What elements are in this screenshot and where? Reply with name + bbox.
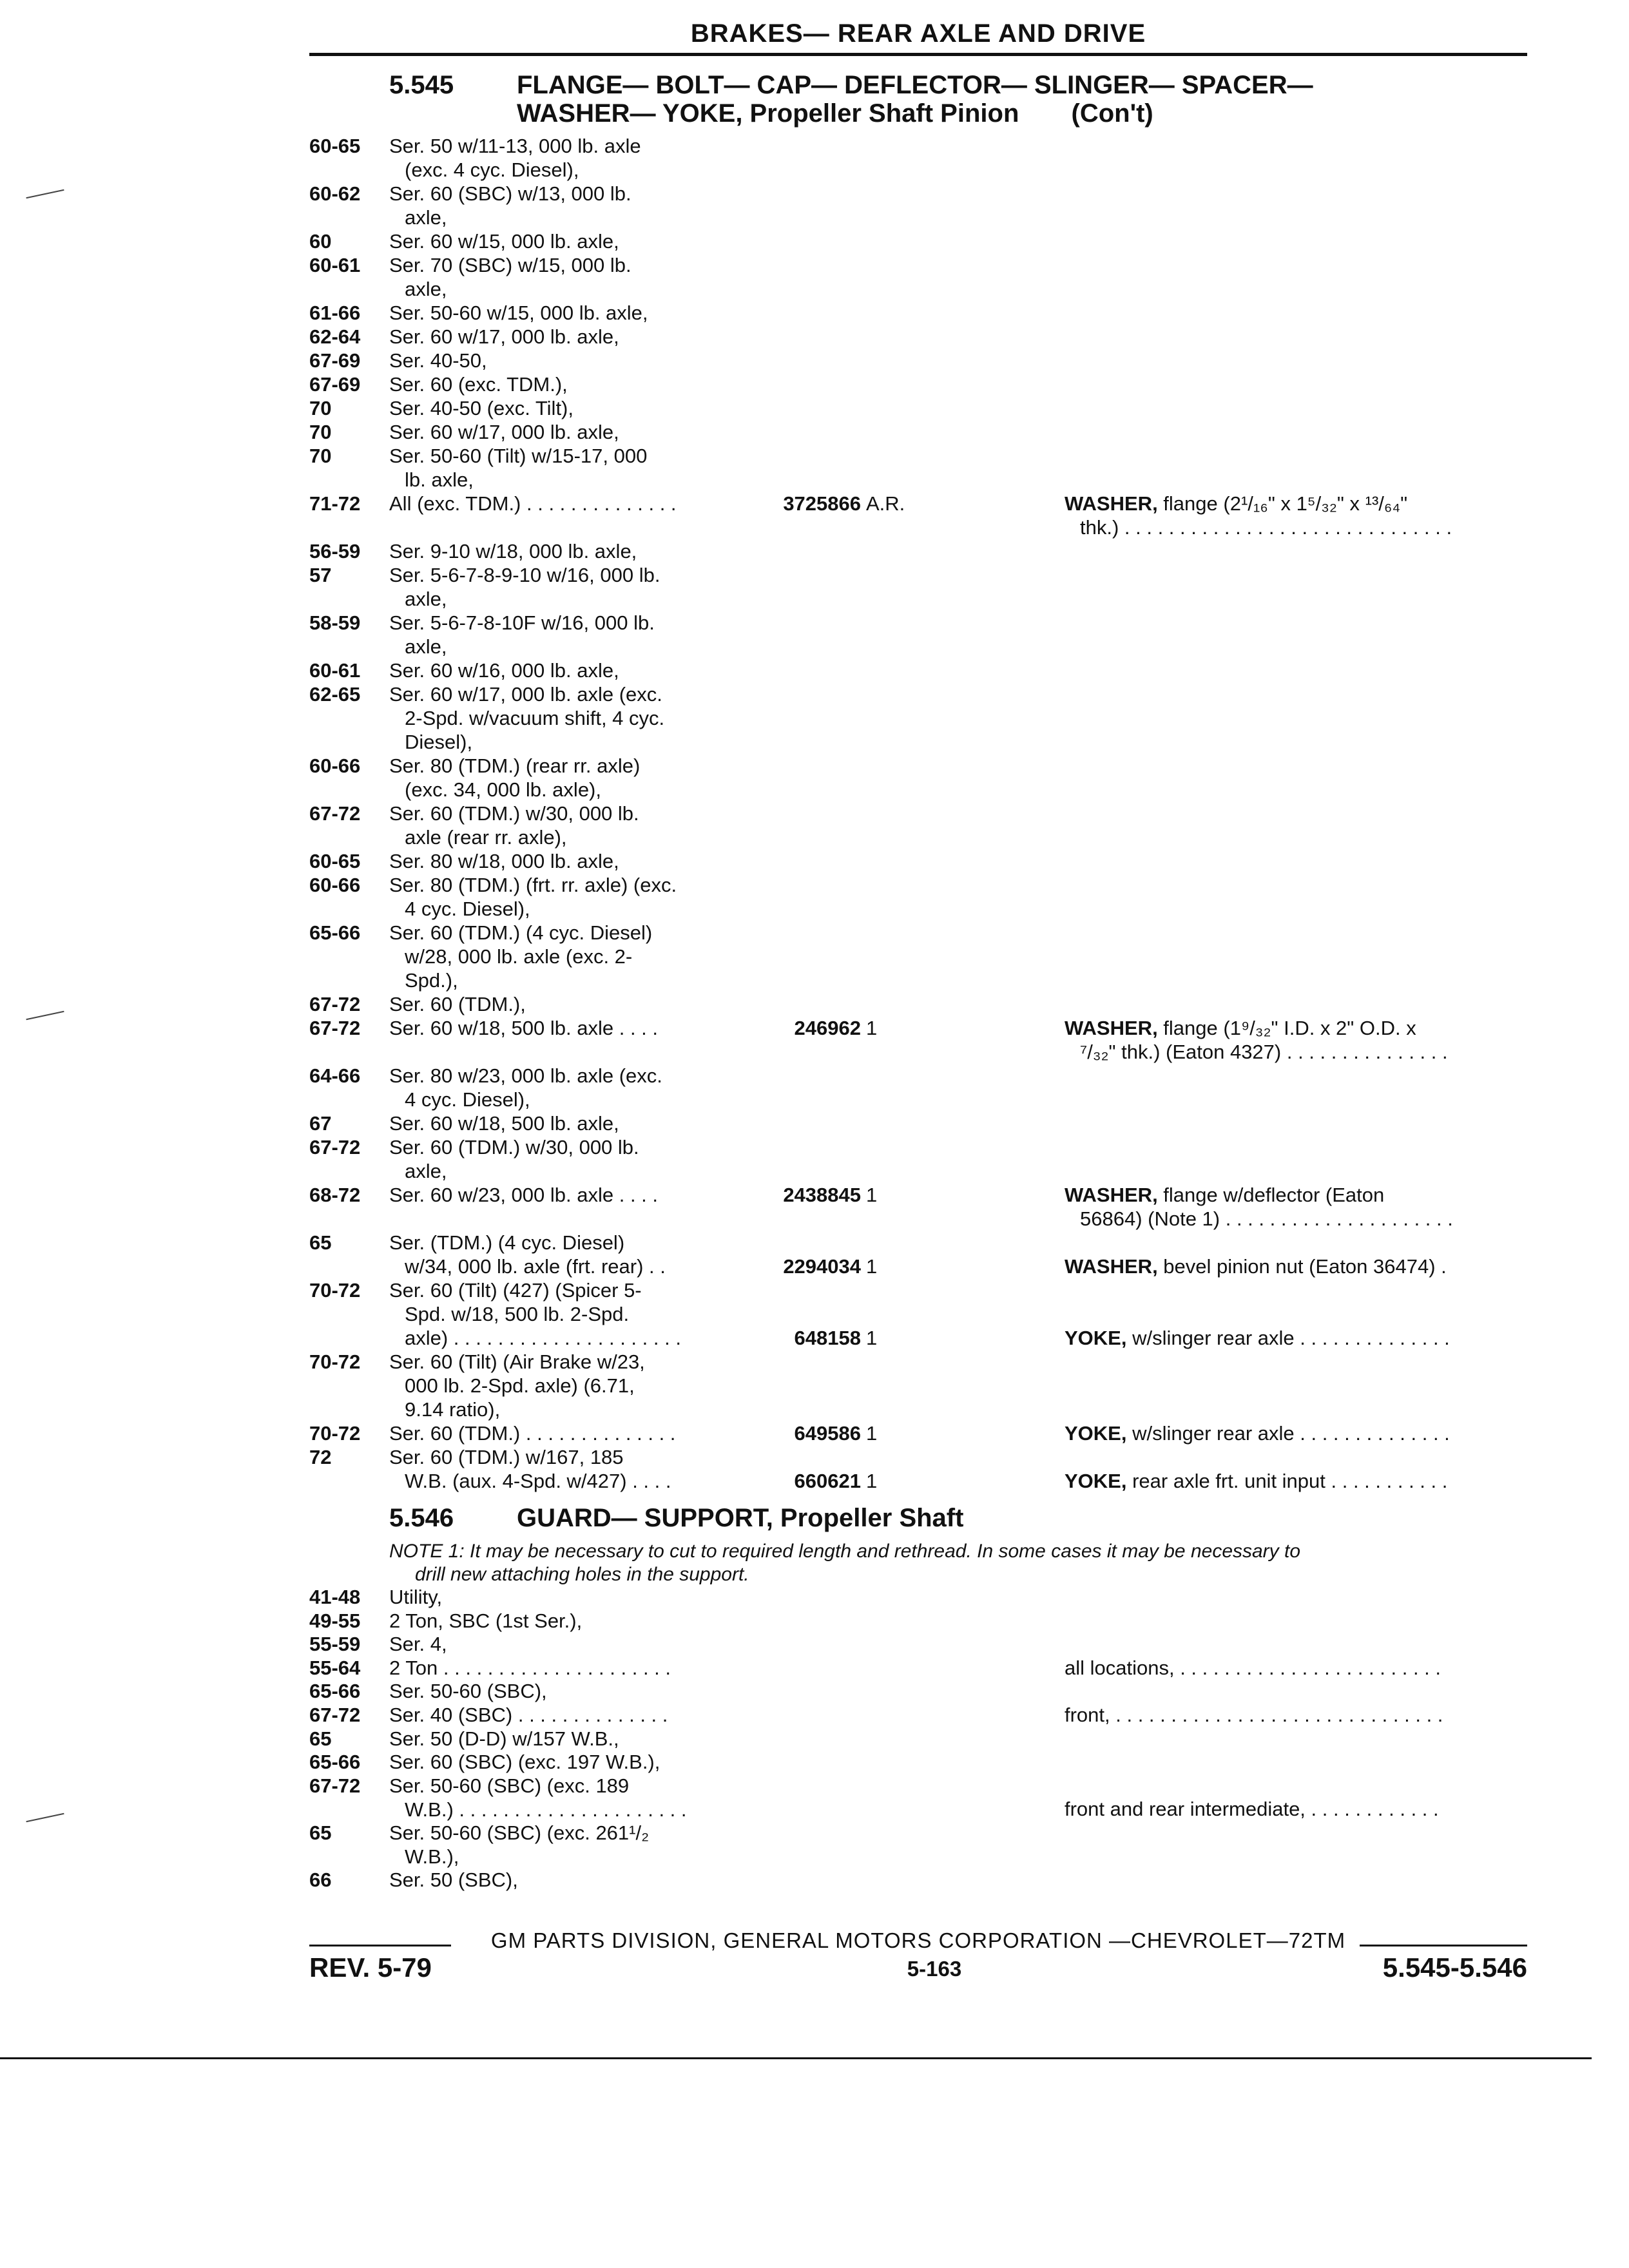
application-description xyxy=(389,1868,737,1892)
application-description xyxy=(389,1585,737,1609)
description-line: Ser. 60 w/17, 000 lb. axle (exc. xyxy=(389,683,662,706)
model-year: 68-72 xyxy=(309,1184,361,1206)
application-description xyxy=(389,1231,737,1278)
application-description xyxy=(389,1183,737,1207)
model-year: 70 xyxy=(309,445,332,467)
item-name: YOKE, xyxy=(1065,1470,1127,1492)
description-line: Ser. 60 w/18, 500 lb. axle, xyxy=(389,1112,619,1135)
section-title-545 xyxy=(517,71,1522,128)
model-year: 65 xyxy=(309,1231,332,1254)
description-line: lb. axle, xyxy=(405,468,474,491)
description-line: Ser. 60 w/15, 000 lb. axle, xyxy=(389,230,619,253)
description-line: Ser. 60 (TDM.) . . . . . . . . . . . . . . xyxy=(389,1422,676,1445)
description-line: (exc. 34, 000 lb. axle), xyxy=(405,778,601,801)
application-description xyxy=(389,849,737,873)
item-detail: flange (2¹/₁₆" x 1⁵/₃₂" x ¹³/₆₄" xyxy=(1157,492,1408,515)
application-description xyxy=(389,420,737,444)
model-year: 72 xyxy=(309,1446,332,1468)
model-year: 70-72 xyxy=(309,1422,361,1445)
application-description xyxy=(389,182,737,229)
description-line: Ser. 60 (SBC) (exc. 197 W.B.), xyxy=(389,1751,660,1774)
application-description xyxy=(389,1135,737,1183)
model-year: 67-72 xyxy=(309,993,361,1015)
application-description xyxy=(389,1064,737,1111)
item-name: WASHER, xyxy=(1065,1255,1158,1278)
description-line: Ser. 50 (D-D) w/157 W.B., xyxy=(389,1727,619,1750)
model-year: 70 xyxy=(309,421,332,443)
application-description xyxy=(389,1821,737,1869)
description-line: Ser. 60 (TDM.) (4 cyc. Diesel) xyxy=(389,921,653,944)
item-detail: front and rear intermediate, . . . . . . . . . . . . xyxy=(1065,1798,1439,1821)
margin-mark xyxy=(26,1813,64,1822)
model-year: 61-66 xyxy=(309,302,361,324)
model-year: 60-62 xyxy=(309,182,361,205)
note-line1: NOTE 1: It may be necessary to cut to required length and rethread. In some cases it may be necessary to xyxy=(389,1541,1301,1562)
description-line: Ser. 60 (TDM.) w/167, 185 xyxy=(389,1446,624,1468)
description-line: 000 lb. 2-Spd. axle) (6.71, xyxy=(405,1374,635,1397)
model-year: 55-59 xyxy=(309,1633,361,1656)
item-name: YOKE, xyxy=(1065,1422,1127,1445)
model-year: 67-72 xyxy=(309,1017,361,1039)
quantity: 1 xyxy=(866,1017,878,1039)
description-line: W.B.) . . . . . . . . . . . . . . . . . . . . . xyxy=(405,1798,687,1821)
application-description xyxy=(389,873,737,921)
description-line: axle, xyxy=(405,278,447,300)
description-line: Ser. 50 (SBC), xyxy=(389,1869,518,1892)
bottom-rule xyxy=(0,2057,1592,2059)
description-line: Ser. 60 (TDM.) w/30, 000 lb. xyxy=(389,802,639,825)
item-detail: front, . . . . . . . . . . . . . . . . . . . . . . . . . . . . . . xyxy=(1065,1704,1443,1726)
section-note xyxy=(389,1540,1536,1586)
model-year: 70-72 xyxy=(309,1279,361,1302)
quantity: 1 xyxy=(866,1470,878,1492)
section-cont-marker: (Con't) xyxy=(1071,99,1153,128)
application-description xyxy=(389,1421,737,1445)
model-year: 55-64 xyxy=(309,1656,361,1679)
model-year: 66 xyxy=(309,1869,332,1892)
description-line: Diesel), xyxy=(405,731,473,753)
item-description xyxy=(1065,1656,1528,1680)
description-line: axle, xyxy=(405,588,447,610)
item-detail: all locations, . . . . . . . . . . . . . . . . . . . . . . . . xyxy=(1065,1656,1441,1679)
model-year: 60-61 xyxy=(309,659,361,682)
description-line: Spd.), xyxy=(405,969,458,992)
item-detail: w/slinger rear axle . . . . . . . . . . . . . . xyxy=(1126,1327,1450,1349)
section-title-546: GUARD— SUPPORT, Propeller Shaft xyxy=(517,1504,964,1532)
application-description xyxy=(389,1350,737,1421)
description-line: w/34, 000 lb. axle (frt. rear) . . xyxy=(405,1255,666,1278)
quantity: 1 xyxy=(866,1422,878,1445)
description-line: Ser. 4, xyxy=(389,1633,447,1656)
application-description xyxy=(389,492,737,515)
application-description xyxy=(389,1111,737,1135)
model-year: 67-72 xyxy=(309,1774,361,1797)
running-head: BRAKES— REAR AXLE AND DRIVE xyxy=(690,19,1146,48)
application-description xyxy=(389,1774,737,1821)
description-line: W.B.), xyxy=(405,1845,459,1868)
item-description xyxy=(1065,1326,1528,1350)
description-line: w/28, 000 lb. axle (exc. 2- xyxy=(405,945,633,968)
description-line: Spd. w/18, 500 lb. 2-Spd. xyxy=(405,1303,630,1325)
description-line: Ser. 40-50, xyxy=(389,349,487,372)
model-year: 67-69 xyxy=(309,349,361,372)
footer-revision: REV. 5-79 xyxy=(309,1952,432,1983)
description-line: 2 Ton, SBC (1st Ser.), xyxy=(389,1609,583,1632)
model-year: 67-69 xyxy=(309,373,361,396)
description-line: 4 cyc. Diesel), xyxy=(405,898,530,920)
model-year: 65 xyxy=(309,1821,332,1844)
description-line: Utility, xyxy=(389,1586,443,1608)
description-line: Ser. (TDM.) (4 cyc. Diesel) xyxy=(389,1231,625,1254)
part-number: 246962 xyxy=(794,1017,861,1039)
part-number: 3725866 xyxy=(783,492,861,515)
description-line: Ser. 50-60 (SBC) (exc. 261¹/₂ xyxy=(389,1821,650,1844)
footer-page-number: 5-163 xyxy=(907,1957,962,1981)
application-description xyxy=(389,1750,737,1774)
application-description xyxy=(389,301,737,325)
item-name: WASHER, xyxy=(1065,492,1158,515)
description-line: axle (rear rr. axle), xyxy=(405,826,567,849)
description-line: All (exc. TDM.) . . . . . . . . . . . . . . xyxy=(389,492,677,515)
description-line: W.B. (aux. 4-Spd. w/427) . . . . xyxy=(405,1470,671,1492)
application-description xyxy=(389,1445,737,1493)
item-detail: flange w/deflector (Eaton xyxy=(1157,1184,1385,1206)
description-line: Ser. 60 (TDM.), xyxy=(389,993,526,1015)
part-number: 2294034 xyxy=(783,1255,861,1278)
application-description xyxy=(389,1609,737,1633)
description-line: Ser. 50-60 (SBC), xyxy=(389,1680,547,1703)
section-number-546: 5.546 xyxy=(389,1504,454,1532)
description-line: 4 cyc. Diesel), xyxy=(405,1088,530,1111)
model-year: 57 xyxy=(309,564,332,586)
model-year: 65-66 xyxy=(309,1751,361,1774)
application-description xyxy=(389,611,737,658)
item-detail: rear axle frt. unit input . . . . . . . . . . . xyxy=(1126,1470,1448,1492)
application-description xyxy=(389,1656,737,1680)
application-description xyxy=(389,229,737,253)
model-year: 70 xyxy=(309,397,332,419)
section-title-line1: FLANGE— BOLT— CAP— DEFLECTOR— SLINGER— SPACER— xyxy=(517,71,1313,99)
model-year: 65 xyxy=(309,1727,332,1750)
description-line: (exc. 4 cyc. Diesel), xyxy=(405,159,579,181)
application-description xyxy=(389,1727,737,1751)
model-year: 60 xyxy=(309,230,332,253)
description-line: Ser. 60 w/23, 000 lb. axle . . . . xyxy=(389,1184,659,1206)
description-line: Ser. 60 (SBC) w/13, 000 lb. xyxy=(389,182,631,205)
description-line: 2 Ton . . . . . . . . . . . . . . . . . . . . . xyxy=(389,1656,671,1679)
item-description xyxy=(1065,1469,1528,1493)
description-line: Ser. 60 (exc. TDM.), xyxy=(389,373,568,396)
application-description xyxy=(389,134,737,182)
description-line: Ser. 70 (SBC) w/15, 000 lb. xyxy=(389,254,631,276)
application-description xyxy=(389,921,737,992)
description-line: 9.14 ratio), xyxy=(405,1398,501,1421)
description-line: Ser. 50 w/11-13, 000 lb. axle xyxy=(389,135,641,157)
quantity: 1 xyxy=(866,1327,878,1349)
description-line: Ser. 60 (Tilt) (427) (Spicer 5- xyxy=(389,1279,642,1302)
model-year: 58-59 xyxy=(309,611,361,634)
description-line: axle) . . . . . . . . . . . . . . . . . . . . . xyxy=(405,1327,681,1349)
model-year: 67-72 xyxy=(309,1136,361,1158)
application-description xyxy=(389,539,737,563)
description-line: Ser. 50-60 (Tilt) w/15-17, 000 xyxy=(389,445,648,467)
description-line: Ser. 80 (TDM.) (frt. rr. axle) (exc. xyxy=(389,874,677,896)
model-year: 62-65 xyxy=(309,683,361,706)
model-year: 70-72 xyxy=(309,1350,361,1373)
application-description xyxy=(389,992,737,1016)
quantity: 1 xyxy=(866,1255,878,1278)
description-line: Ser. 60 w/18, 500 lb. axle . . . . xyxy=(389,1017,659,1039)
application-description xyxy=(389,1278,737,1350)
model-year: 62-64 xyxy=(309,325,361,348)
item-detail-line2: 56864) (Note 1) . . . . . . . . . . . . . . . . . . . . . xyxy=(1080,1207,1453,1230)
application-description xyxy=(389,396,737,420)
description-line: Ser. 40 (SBC) . . . . . . . . . . . . . . xyxy=(389,1704,668,1726)
item-description xyxy=(1065,1421,1528,1445)
application-description xyxy=(389,253,737,301)
application-description xyxy=(389,754,737,802)
application-description xyxy=(389,802,737,849)
item-detail-line2: ⁷/₃₂" thk.) (Eaton 4327) . . . . . . . . . . . . . . . xyxy=(1080,1041,1448,1063)
item-description xyxy=(1065,1254,1528,1278)
application-description xyxy=(389,658,737,682)
model-year: 60-65 xyxy=(309,135,361,157)
footer-publisher: GM PARTS DIVISION, GENERAL MOTORS CORPORATION —CHEVROLET—72TM xyxy=(490,1928,1346,1952)
description-line: Ser. 5-6-7-8-10F w/16, 000 lb. xyxy=(389,611,655,634)
item-name: YOKE, xyxy=(1065,1327,1127,1349)
item-name: WASHER, xyxy=(1065,1184,1158,1206)
description-line: axle, xyxy=(405,635,447,658)
model-year: 67-72 xyxy=(309,1704,361,1726)
application-description xyxy=(389,682,737,754)
application-description xyxy=(389,372,737,396)
model-year: 41-48 xyxy=(309,1586,361,1608)
item-detail: flange (1⁹/₃₂" I.D. x 2" O.D. x xyxy=(1157,1017,1416,1039)
model-year: 64-66 xyxy=(309,1064,361,1087)
section-title-line2: WASHER— YOKE, Propeller Shaft Pinion xyxy=(517,99,1019,128)
header-rule xyxy=(309,53,1527,56)
model-year: 60-66 xyxy=(309,754,361,777)
quantity: A.R. xyxy=(866,492,905,515)
description-line: Ser. 60 w/16, 000 lb. axle, xyxy=(389,659,619,682)
description-line: Ser. 5-6-7-8-9-10 w/16, 000 lb. xyxy=(389,564,660,586)
item-description xyxy=(1065,1797,1528,1821)
item-detail: w/slinger rear axle . . . . . . . . . . . . . . xyxy=(1126,1422,1450,1445)
model-year: 65-66 xyxy=(309,921,361,944)
item-name: WASHER, xyxy=(1065,1017,1158,1039)
model-year: 65-66 xyxy=(309,1680,361,1703)
model-year: 49-55 xyxy=(309,1609,361,1632)
margin-mark xyxy=(26,189,64,198)
application-description xyxy=(389,444,737,492)
application-description xyxy=(389,1632,737,1656)
description-line: axle, xyxy=(405,206,447,229)
description-line: Ser. 50-60 w/15, 000 lb. axle, xyxy=(389,302,648,324)
application-description xyxy=(389,1016,737,1040)
model-year: 71-72 xyxy=(309,492,361,515)
model-year: 67-72 xyxy=(309,802,361,825)
description-line: Ser. 50-60 (SBC) (exc. 189 xyxy=(389,1774,630,1797)
item-description xyxy=(1065,1703,1528,1727)
part-number: 2438845 xyxy=(783,1184,861,1206)
part-number: 660621 xyxy=(794,1470,861,1492)
item-description xyxy=(1065,1016,1528,1064)
application-description xyxy=(389,349,737,372)
part-number: 648158 xyxy=(794,1327,861,1349)
item-detail: bevel pinion nut (Eaton 36474) . xyxy=(1157,1255,1447,1278)
item-description xyxy=(1065,492,1528,539)
part-number: 649586 xyxy=(794,1422,861,1445)
application-description xyxy=(389,325,737,349)
description-line: Ser. 9-10 w/18, 000 lb. axle, xyxy=(389,540,637,562)
margin-mark xyxy=(26,1011,64,1020)
description-line: Ser. 60 w/17, 000 lb. axle, xyxy=(389,325,619,348)
model-year: 56-59 xyxy=(309,540,361,562)
application-description xyxy=(389,1679,737,1703)
item-detail-line2: thk.) . . . . . . . . . . . . . . . . . . . . . . . . . . . . . . xyxy=(1080,516,1452,539)
description-line: Ser. 60 w/17, 000 lb. axle, xyxy=(389,421,619,443)
description-line: Ser. 60 (TDM.) w/30, 000 lb. xyxy=(389,1136,639,1158)
item-description xyxy=(1065,1183,1528,1231)
description-line: Ser. 80 w/23, 000 lb. axle (exc. xyxy=(389,1064,662,1087)
description-line: Ser. 60 (Tilt) (Air Brake w/23, xyxy=(389,1350,645,1373)
application-description xyxy=(389,563,737,611)
model-year: 60-66 xyxy=(309,874,361,896)
description-line: Ser. 80 w/18, 000 lb. axle, xyxy=(389,850,619,872)
note-line2: drill new attaching holes in the support. xyxy=(415,1564,749,1585)
model-year: 60-61 xyxy=(309,254,361,276)
model-year: 67 xyxy=(309,1112,332,1135)
description-line: Ser. 80 (TDM.) (rear rr. axle) xyxy=(389,754,641,777)
description-line: axle, xyxy=(405,1160,447,1182)
model-year: 60-65 xyxy=(309,850,361,872)
footer-section-range: 5.545-5.546 xyxy=(1382,1952,1527,1983)
quantity: 1 xyxy=(866,1184,878,1206)
description-line: 2-Spd. w/vacuum shift, 4 cyc. xyxy=(405,707,665,729)
description-line: Ser. 40-50 (exc. Tilt), xyxy=(389,397,574,419)
application-description xyxy=(389,1703,737,1727)
section-number-545: 5.545 xyxy=(389,71,454,99)
